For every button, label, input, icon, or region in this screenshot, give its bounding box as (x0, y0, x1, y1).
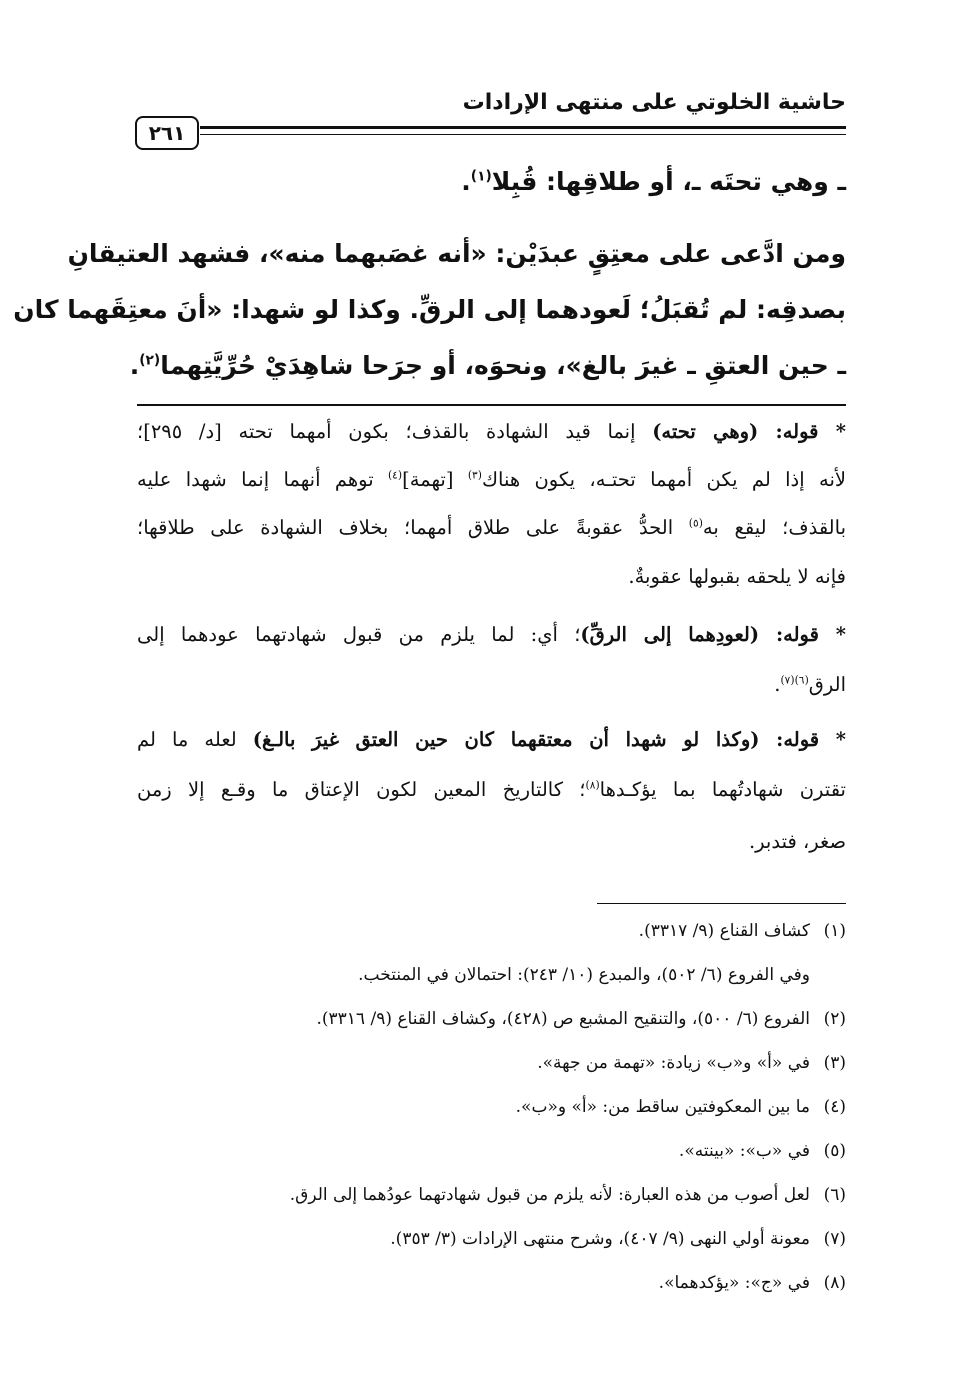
commentary-p1-line-1: * قوله: (وهي تحته) إنما قيد الشهادة بالقذف؛ بكون أمهما تحته [د/ ٢٩٥]؛ (137, 420, 846, 443)
footnote-8: (٨)في «ج»: «يؤكدهما». (658, 1273, 846, 1293)
running-title: حاشية الخلوتي على منتهى الإرادات (462, 90, 846, 115)
footnote-ref-1: (١) (470, 168, 492, 185)
header-rule (200, 126, 846, 135)
commentary-p1-line-2: لأنه إذا لم يكن أمهما تحتـه، يكون هناك$^{(٣)}$ [تهمة]$^{(٤)}$ توهم أنهما إنما شهدا عليه (137, 468, 846, 491)
footnote-2: (٢)الفروع (٦/ ٥٠٠)، والتنقيح المشبع ص (٤٢٨)، وكشاف القناع (٩/ ٣٣١٦). (316, 1009, 846, 1029)
commentary-p2-line-2: الرق$^{(٦)(٧)}$. (774, 673, 846, 696)
footnote-1: (١)كشاف القناع (٩/ ٣٣١٧). (638, 921, 846, 941)
commentary-p1-line-4: فإنه لا يلحقه بقبولها عقوبةٌ. (628, 565, 846, 588)
text-commentary-divider (137, 404, 846, 406)
footnote-7: (٧)معونة أولي النهى (٩/ ٤٠٧)، وشرح منتهى الإرادات (٣/ ٣٥٣). (390, 1229, 846, 1249)
main-text-line-1: ـ وهي تحتَه ـ، أو طلاقِها: قُبِلا$^{(١)}$. (461, 167, 846, 196)
footnote-divider (597, 903, 846, 904)
commentary-p2-line-1: * قوله: (لعودِهما إلى الرقِّ)؛ أي: لما يلزم من قبول شهادتهما عودهما إلى (137, 623, 846, 646)
footnote-3: (٣)في «أ» و«ب» زيادة: «تهمة من جهة». (537, 1053, 846, 1073)
page-number: ٢٦١ (135, 116, 199, 150)
commentary-p3-line-1: * قوله: (وكذا لو شهدا أن معتقهما كان حين العتق غيرَ بالـغ) لعله ما لم (137, 728, 846, 751)
footnote-5: (٥)في «ب»: «بينته». (678, 1141, 846, 1161)
footnote-6: (٦)لعل أصوب من هذه العبارة: لأنه يلزم من قبول شهادتهما عودُهما إلى الرق. (289, 1185, 846, 1205)
footnote-1-cont: وفي الفروع (٦/ ٥٠٢)، والمبدع (١٠/ ٢٤٣): احتمالان في المنتخب. (358, 965, 810, 985)
main-text-line-4: ـ حين العتقِ ـ غيرَ بالغ»، ونحوَه، أو جرَحا شاهِدَيْ حُرِّيَّتِهما$^{(٢)}$. (129, 351, 846, 380)
main-text-line-2: ومن ادَّعى على معتِقٍ عبدَيْن: «أنه غصَبهما منه»، فشهد العتيقانِ (67, 239, 846, 268)
commentary-p1-line-3: بالقذف؛ ليقع به$^{(٥)}$ الحدُّ عقوبةً على طلاق أمهما؛ بخلاف الشهادة على طلاقها؛ (137, 516, 846, 539)
commentary-p3-line-3: صغر، فتدبر. (748, 830, 846, 853)
main-text-line-3: بصدقِه: لم تُقبَلُ؛ لَعودهما إلى الرقِّ. وكذا لو شهدا: «أنَ معتِقَهما كان (13, 295, 846, 324)
commentary-p3-line-2: تقترن شهادتُهما بما يؤكـدها$^{(٨)}$؛ كالتاريخ المعين لكون الإعتاق ما وقـع إلا زمن (137, 778, 846, 801)
footnote-4: (٤)ما بين المعكوفتين ساقط من: «أ» و«ب». (515, 1097, 846, 1117)
footnote-ref-2: (٢) (139, 352, 161, 369)
